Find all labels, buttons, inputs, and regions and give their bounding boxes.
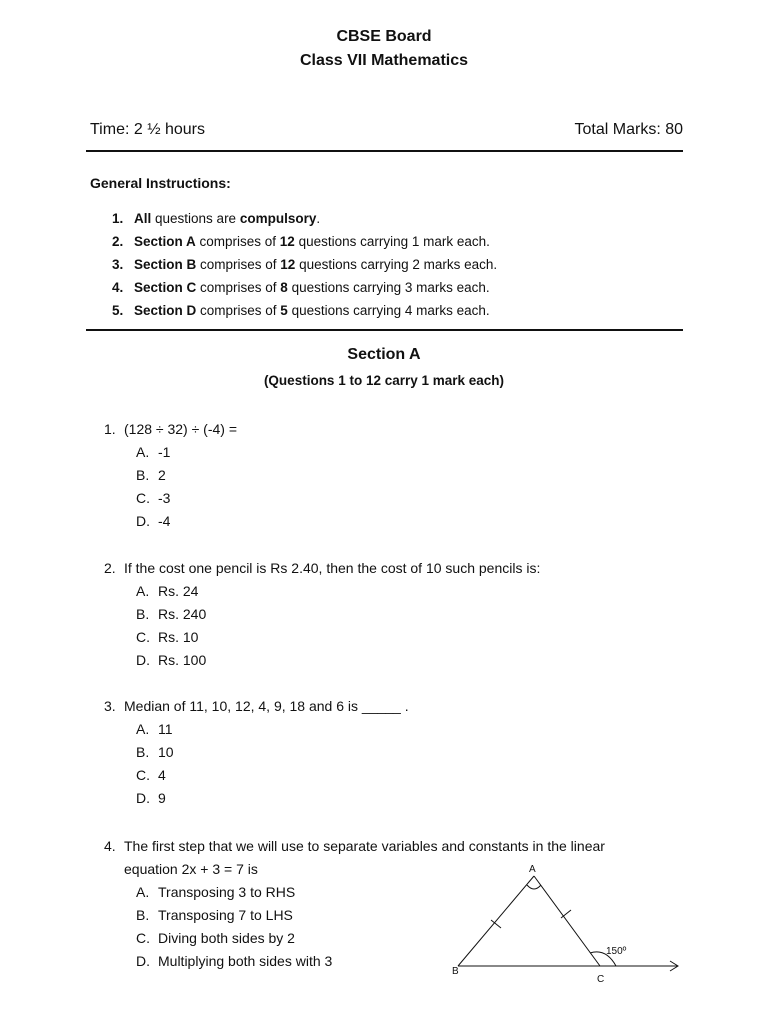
- question-3: 3. Median of 11, 10, 12, 4, 9, 18 and 6 is _____ .: [104, 698, 409, 714]
- subject-title: Class VII Mathematics: [299, 52, 469, 69]
- instruction-item: 2. Section A comprises of 12 questions carrying 1 mark each.: [112, 234, 490, 249]
- option-4a: A. Transposing 3 to RHS: [136, 884, 296, 900]
- option-1b: B. 2: [136, 467, 166, 483]
- question-4: 4. The first step that we will use to separate variables and constants in the linear: [104, 838, 605, 854]
- question-2: 2. If the cost one pencil is Rs 2.40, then the cost of 10 such pencils is:: [104, 560, 541, 576]
- header-divider: [86, 150, 683, 152]
- question-4-continued: equation 2x + 3 = 7 is: [124, 861, 258, 877]
- vertex-label-b: B: [452, 966, 459, 977]
- instructions-heading: General Instructions:: [90, 175, 231, 191]
- side-ab: [458, 876, 534, 966]
- option-2a: A. Rs. 24: [136, 583, 199, 599]
- option-4c: C. Diving both sides by 2: [136, 930, 295, 946]
- section-subtitle: (Questions 1 to 12 carry 1 mark each): [263, 373, 505, 388]
- board-title: CBSE Board: [336, 28, 432, 45]
- instruction-item: 4. Section C comprises of 8 questions carrying 3 marks each.: [112, 280, 490, 295]
- angle-arc-a: [527, 885, 541, 889]
- option-3b: B. 10: [136, 744, 174, 760]
- option-1d: D. -4: [136, 513, 171, 529]
- total-marks-label: Total Marks: 80: [574, 121, 683, 138]
- option-2d: D. Rs. 100: [136, 652, 207, 668]
- time-label: Time: 2 ½ hours: [90, 121, 206, 138]
- option-2b: B. Rs. 240: [136, 606, 207, 622]
- instruction-item: 5. Section D comprises of 5 questions carrying 4 marks each.: [112, 303, 490, 318]
- tick-mark-ac: [561, 910, 571, 918]
- option-4d: D. Multiplying both sides with 3: [136, 953, 333, 969]
- triangle-figure: [440, 860, 690, 990]
- vertex-label-c: C: [597, 974, 605, 985]
- section-title: Section A: [347, 346, 421, 363]
- vertex-label-a: A: [529, 864, 536, 875]
- instruction-item: 3. Section B comprises of 12 questions carrying 2 marks each.: [112, 257, 498, 272]
- exam-meta: [90, 121, 683, 139]
- option-1c: C. -3: [136, 490, 171, 506]
- instructions-divider: [86, 329, 683, 331]
- angle-label: 150º: [606, 946, 627, 957]
- option-4b: B. Transposing 7 to LHS: [136, 907, 293, 923]
- option-3a: A. 11: [136, 721, 173, 737]
- option-1a: A. -1: [136, 444, 171, 460]
- option-3c: C. 4: [136, 767, 166, 783]
- option-2c: C. Rs. 10: [136, 629, 199, 645]
- question-1: 1. (128 ÷ 32) ÷ (-4) =: [104, 421, 238, 437]
- instruction-item: 1. All questions are compulsory.: [112, 211, 321, 226]
- option-3d: D. 9: [136, 790, 166, 806]
